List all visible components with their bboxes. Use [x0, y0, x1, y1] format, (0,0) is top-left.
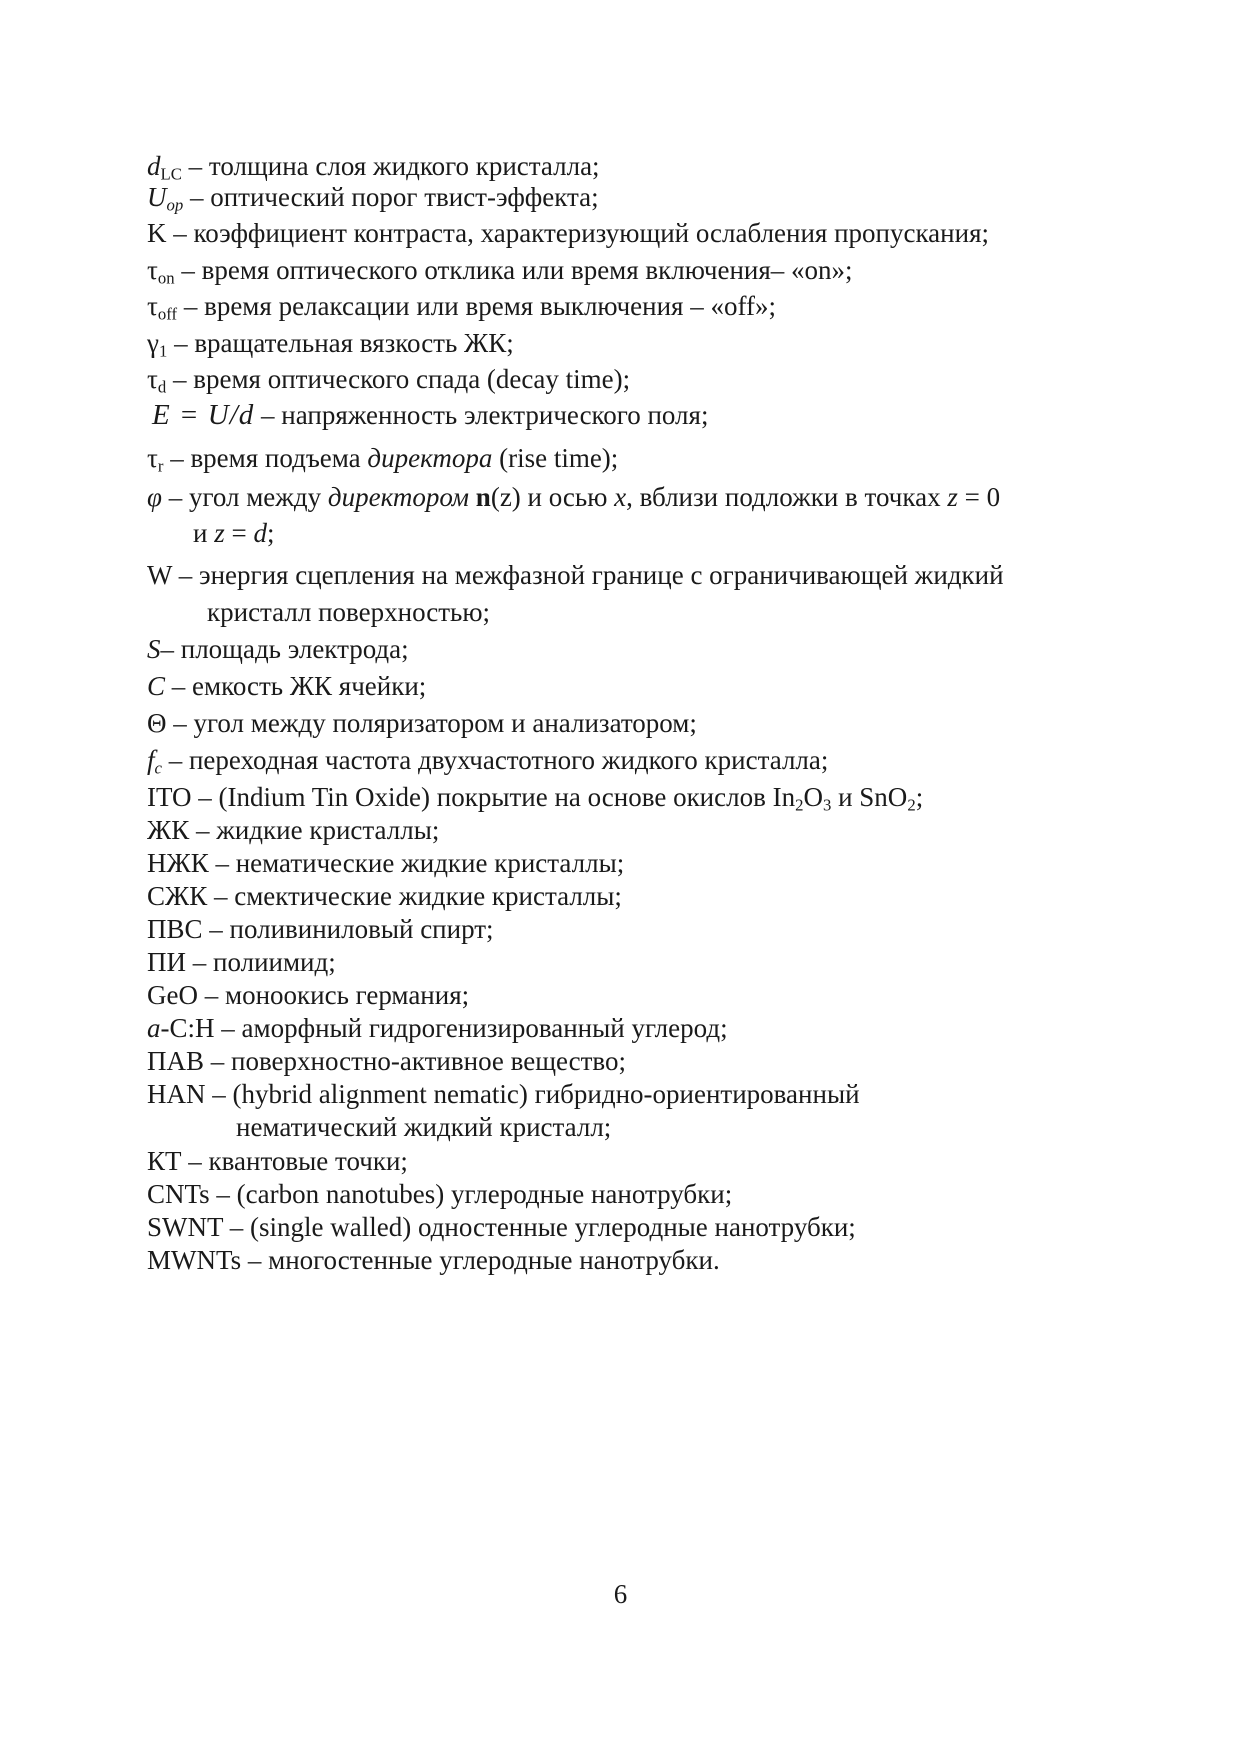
- abbrev-line: НЖК – нематические жидкие кристаллы;: [147, 848, 625, 878]
- abbrev-line: ПИ – полиимид;: [147, 947, 336, 977]
- field-equation: E = U/d: [152, 399, 255, 431]
- abbrev-line: ЖК – жидкие кристаллы;: [147, 815, 440, 845]
- abbrev-line: MWNTs – многостенные углеродные нанотрубки.: [147, 1245, 720, 1275]
- page-number: 6: [613, 1579, 628, 1609]
- abbrev-line: GeO – моноокись германия;: [147, 980, 470, 1010]
- abbrev-line: ITO – (Indium Tin Oxide) покрытие на основе окислов $In_2O_3$ и SnO$_2$;: [147, 782, 924, 815]
- abbrev-line: E = U/d – напряженность электрического поля;: [152, 399, 709, 431]
- abbrev-line: $\tau_{off}$ – время релаксации или время выключения – «off»;: [147, 291, 776, 324]
- abbrev-line: C – емкость ЖК ячейки;: [147, 671, 427, 701]
- abbrev-line-continuation: и z = d;: [193, 518, 275, 548]
- abbrev-line: S– площадь электрода;: [147, 634, 409, 664]
- abbrev-line: CNTs – (carbon nanotubes) углеродные нанотрубки;: [147, 1179, 733, 1209]
- abbrev-line-continuation: кристалл поверхностью;: [207, 597, 491, 627]
- abbrev-line: КТ – квантовые точки;: [147, 1146, 408, 1176]
- abbrev-line-continuation: нематический жидкий кристалл;: [236, 1112, 612, 1142]
- abbrev-line: $\tau_d$ – время оптического спада (decay time);: [147, 364, 631, 397]
- abbrev-line: $\gamma_1$ – вращательная вязкость ЖК;: [147, 328, 514, 361]
- abbrev-line: ПАВ – поверхностно-активное вещество;: [147, 1046, 626, 1076]
- abbrev-line: СЖК – смектические жидкие кристаллы;: [147, 881, 622, 911]
- abbrev-line: a-C:H – аморфный гидрогенизированный углерод;: [147, 1013, 728, 1043]
- abbrev-line: HAN – (hybrid alignment nematic) гибридно-ориентированный: [147, 1079, 860, 1109]
- abbrev-line: SWNT – (single walled) одностенные углеродные нанотрубки;: [147, 1212, 856, 1242]
- abbrev-line: K – коэффициент контраста, характеризующий ослабления пропускания;: [147, 218, 989, 248]
- abbrev-line: $f_c$ – переходная частота двухчастотного жидкого кристалла;: [147, 745, 829, 778]
- abbrev-line: $\tau_r$ – время подъема директора (rise time);: [147, 443, 619, 476]
- abbrev-line: W – энергия сцепления на межфазной границе с ограничивающей жидкий: [147, 560, 1004, 590]
- abbrev-line: $U_{op}$ – оптический порог твист-эффекта;: [147, 182, 599, 215]
- abbrev-line: $\tau_{on}$ – время оптического отклика или время включения– «on»;: [147, 255, 853, 288]
- abbrev-line: $d_{LC}$ – толщина слоя жидкого кристалла;: [147, 151, 600, 184]
- abbrev-line: φ – угол между директором n(z) и осью x, вблизи подложки в точках z = 0: [147, 482, 1001, 512]
- abbrev-line: ПВС – поливиниловый спирт;: [147, 914, 494, 944]
- abbrev-line: Θ – угол между поляризатором и анализатором;: [147, 708, 697, 738]
